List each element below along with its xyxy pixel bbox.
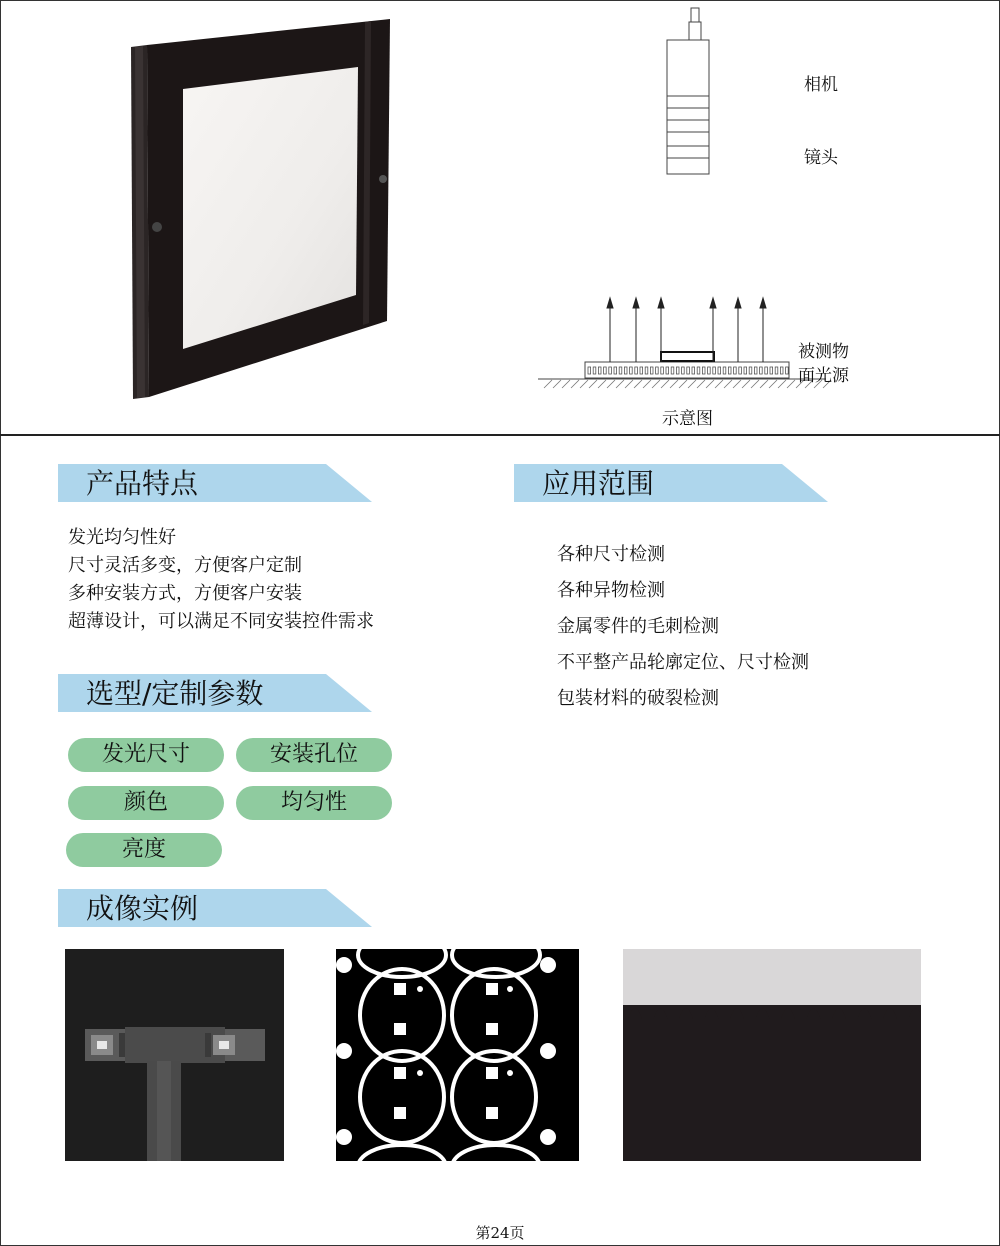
product-photo — [125, 15, 395, 405]
features-list — [68, 524, 374, 636]
param-pill-uniformity: 均匀性 — [236, 786, 392, 820]
lens-label: 镜头 — [804, 148, 838, 168]
list-item: 各种尺寸检测 — [557, 544, 665, 565]
sample-image-2 — [336, 949, 579, 1161]
page-number: 第24页 — [475, 1224, 525, 1242]
schematic-caption: 示意图 — [662, 409, 713, 429]
light-source-label: 面光源 — [798, 366, 849, 386]
param-pill-mounting: 安装孔位 — [236, 738, 392, 772]
param-pill-size: 发光尺寸 — [68, 738, 224, 772]
sample-image-3 — [623, 949, 921, 1161]
custom-params-title: 选型/定制参数 — [86, 677, 264, 710]
applications-list — [557, 537, 809, 717]
param-pill-brightness: 亮度 — [66, 833, 222, 867]
list-item: 包装材料的破裂检测 — [557, 688, 719, 709]
schematic-diagram — [530, 0, 870, 432]
applications-banner — [514, 464, 830, 502]
list-item: 不平整产品轮廓定位、尺寸检测 — [557, 652, 809, 673]
list-item: 各种异物检测 — [557, 580, 665, 601]
list-item: 发光均匀性好 — [68, 527, 176, 548]
features-banner — [58, 464, 374, 502]
section-divider — [0, 434, 1000, 436]
applications-title: 应用范围 — [542, 467, 655, 500]
list-item: 超薄设计，可以满足不同安装控件需求 — [68, 611, 374, 632]
object-label: 被测物 — [798, 342, 849, 362]
sample-image-1 — [65, 949, 284, 1161]
features-title: 产品特点 — [86, 467, 199, 500]
param-pill-color: 颜色 — [68, 786, 224, 820]
list-item: 多种安装方式，方便客户安装 — [68, 583, 302, 604]
imaging-title: 成像实例 — [86, 892, 199, 925]
camera-label: 相机 — [804, 75, 838, 95]
custom-params-banner — [58, 674, 374, 712]
list-item: 金属零件的毛刺检测 — [557, 616, 719, 637]
imaging-banner — [58, 889, 374, 927]
list-item: 尺寸灵活多变，方便客户定制 — [68, 555, 302, 576]
